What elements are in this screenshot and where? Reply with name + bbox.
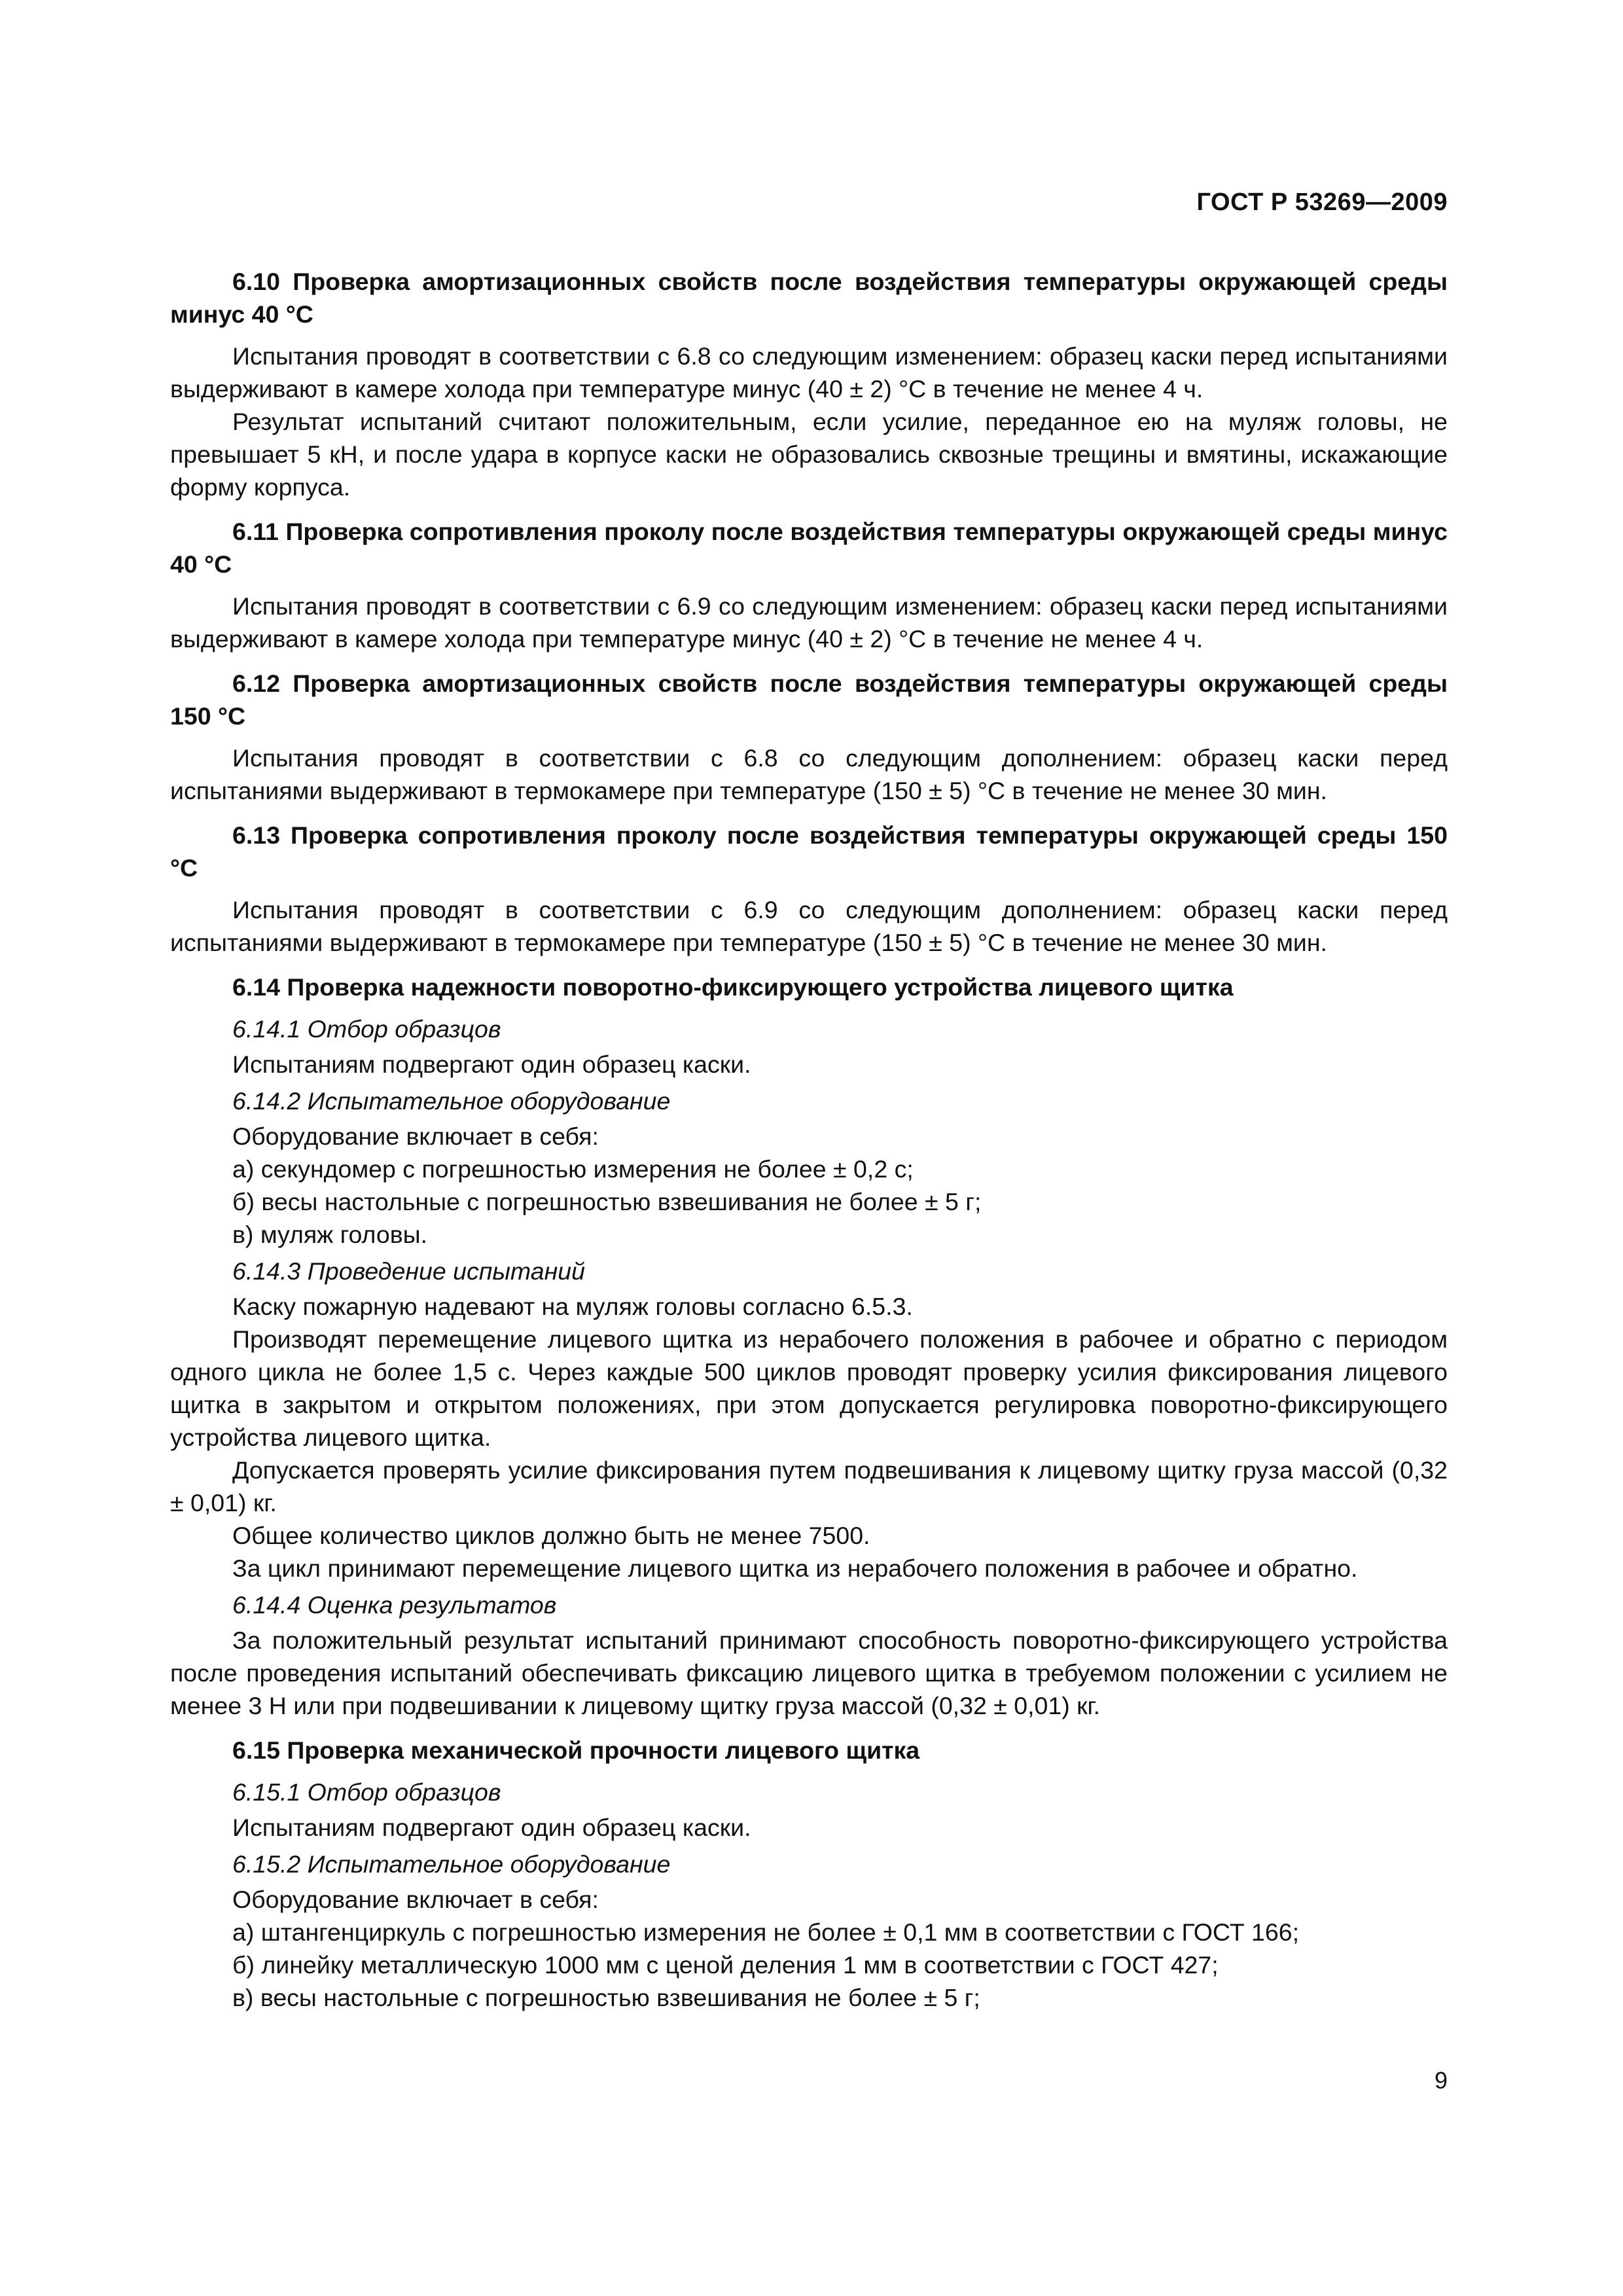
section-6-13-paragraph-1: Испытания проводят в соответствии с 6.9 со следующим дополнением: образец каски перед испытаниями выдерживают в термокамере при температуре (150 ± 5) °С в течение не менее 30 мин. [170, 896, 1448, 956]
document-standard-id: ГОСТ Р 53269—2009 [1196, 188, 1448, 216]
subsection-6-14-1-title: 6.14.1 Отбор образцов [232, 1015, 501, 1043]
subsection-6-15-1-paragraph: Испытаниям подвергают один образец каски. [232, 1814, 751, 1841]
subsection-6-14-3-title: 6.14.3 Проведение испытаний [232, 1257, 585, 1285]
subsection-6-15-2-list-item-b: б) линейку металлическую 1000 мм с ценой деления 1 мм в соответствии с ГОСТ 427; [232, 1951, 1219, 1979]
section-6-10-title: 6.10 Проверка амортизационных свойств после воздействия температуры окружающей среды минус 40 °С [170, 268, 1448, 328]
section-6-15-title: 6.15 Проверка механической прочности лицевого щитка [232, 1736, 920, 1764]
subsection-6-14-3-paragraph-1: Каску пожарную надевают на муляж головы согласно 6.5.3. [232, 1293, 913, 1320]
subsection-6-14-3-paragraph-5: За цикл принимают перемещение лицевого щитка из нерабочего положения в рабочее и обратно. [232, 1554, 1358, 1582]
subsection-6-14-2-title: 6.14.2 Испытательное оборудование [232, 1087, 671, 1115]
subsection-6-14-2-list-item-b: б) весы настольные с погрешностью взвешивания не более ± 5 г; [232, 1188, 982, 1215]
subsection-6-14-4-paragraph: За положительный результат испытаний принимают способность поворотно-фиксирующего устройства после проведения испытаний обеспечивать фиксацию лицевого щитка в требуемом положении с усилием не менее 3 Н или при подвешивании к лицевому щитку груза массой (0,32 ± 0,01) кг. [170, 1626, 1448, 1719]
page-number: 9 [1434, 2067, 1448, 2094]
subsection-6-14-3-paragraph-2: Производят перемещение лицевого щитка из нерабочего положения в рабочее и обратно с периодом одного цикла не более 1,5 с. Через каждые 500 циклов проводят проверку усилия фиксирования лицевого щитка в закрытом и открытом положениях, при этом допускается регулировка поворотно-фиксирующего устройства лицевого щитка. [170, 1325, 1448, 1451]
subsection-6-15-2-list-item-c: в) весы настольные с погрешностью взвешивания не более ± 5 г; [232, 1984, 980, 2011]
subsection-6-14-2-paragraph: Оборудование включает в себя: [232, 1122, 599, 1150]
section-6-12-paragraph-1: Испытания проводят в соответствии с 6.8 со следующим дополнением: образец каски перед испытаниями выдерживают в термокамере при температуре (150 ± 5) °С в течение не менее 30 мин. [170, 744, 1448, 804]
section-6-13-title: 6.13 Проверка сопротивления проколу после воздействия температуры окружающей среды 150 °С [170, 821, 1448, 882]
subsection-6-15-1-title: 6.15.1 Отбор образцов [232, 1778, 501, 1806]
subsection-6-15-2-title: 6.15.2 Испытательное оборудование [232, 1850, 671, 1878]
section-6-14-title: 6.14 Проверка надежности поворотно-фиксирующего устройства лицевого щитка [232, 973, 1234, 1001]
subsection-6-15-2-list-item-a: а) штангенциркуль с погрешностью измерения не более ± 0,1 мм в соответствии с ГОСТ 166; [232, 1918, 1300, 1946]
subsection-6-15-2-paragraph: Оборудование включает в себя: [232, 1886, 599, 1913]
section-6-10-paragraph-2: Результат испытаний считают положительным, если усилие, переданное ею на муляж головы, не превышает 5 кН, и после удара в корпусе каски не образовались сквозные трещины и вмятины, искажающие форму корпуса. [170, 408, 1448, 501]
section-6-11-paragraph-1: Испытания проводят в соответствии с 6.9 со следующим изменением: образец каски перед испытаниями выдерживают в камере холода при температуре минус (40 ± 2) °С в течение не менее 4 ч. [170, 592, 1448, 653]
subsection-6-14-3-paragraph-4: Общее количество циклов должно быть не менее 7500. [232, 1522, 870, 1549]
section-6-11-title: 6.11 Проверка сопротивления проколу после воздействия температуры окружающей среды минус 40 °С [170, 518, 1448, 578]
subsection-6-14-2-list-item-a: а) секундомер с погрешностью измерения не более ± 0,2 с; [232, 1155, 914, 1183]
section-6-10-paragraph-1: Испытания проводят в соответствии с 6.8 со следующим изменением: образец каски перед испытаниями выдерживают в камере холода при температуре минус (40 ± 2) °С в течение не менее 4 ч. [170, 342, 1448, 403]
subsection-6-14-1-paragraph: Испытаниям подвергают один образец каски. [232, 1050, 751, 1078]
section-6-12-title: 6.12 Проверка амортизационных свойств после воздействия температуры окружающей среды 150 °С [170, 670, 1448, 730]
subsection-6-14-2-list-item-c: в) муляж головы. [232, 1221, 427, 1248]
subsection-6-14-3-paragraph-3: Допускается проверять усилие фиксирования путем подвешивания к лицевому щитку груза массой (0,32 ± 0,01) кг. [170, 1456, 1448, 1516]
document-body [170, 265, 1448, 2014]
subsection-6-14-4-title: 6.14.4 Оценка результатов [232, 1591, 557, 1619]
